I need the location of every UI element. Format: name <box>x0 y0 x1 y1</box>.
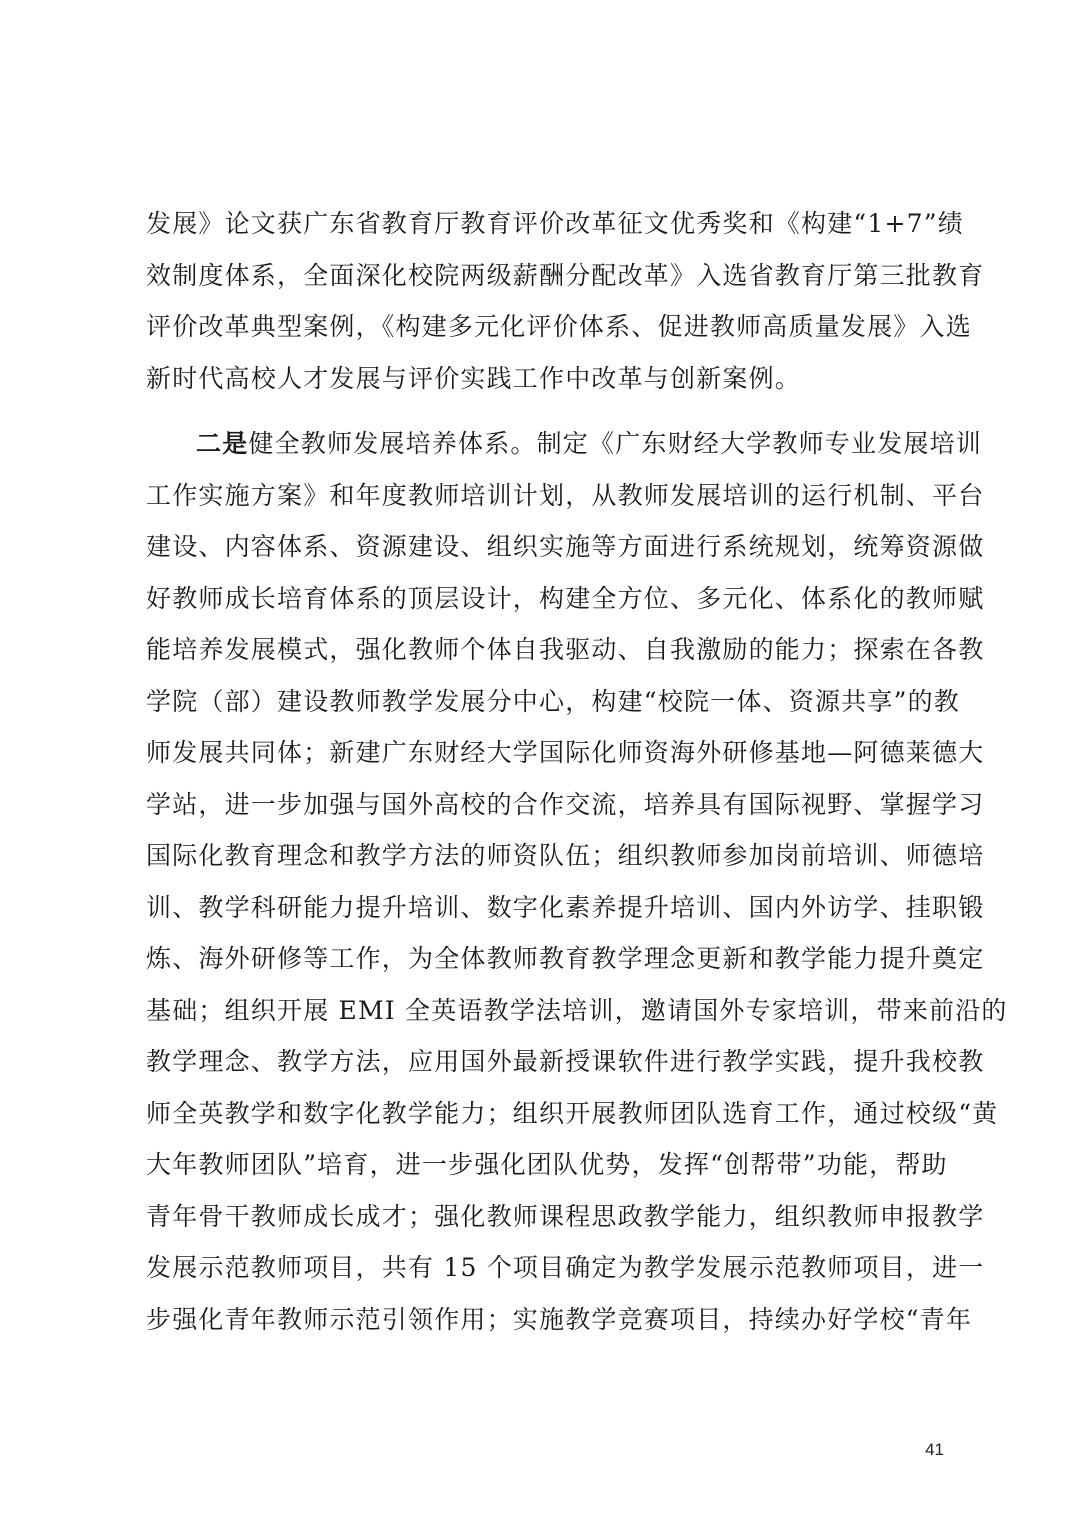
text-line: 师发展共同体；新建广东财经大学国际化师资海外研修基地—阿德莱德大 <box>146 738 985 767</box>
text-line: 评价改革典型案例，《构建多元化评价体系、促进教师高质量发展》入选 <box>146 312 972 341</box>
text-line: 发展》论文获广东省教育厅教育评价改革征文优秀奖和《构建“1+7”绩 <box>146 209 964 238</box>
text-line: 发展示范教师项目，共有 15 个项目确定为教学发展示范教师项目，进一 <box>146 1253 985 1282</box>
text-line: 能培养发展模式，强化教师个体自我驱动、自我激励的能力；探索在各教 <box>146 635 985 664</box>
paragraph-lead: 二是 <box>196 429 249 458</box>
text-line: 训、教学科研能力提升培训、数字化素养提升培训、国内外访学、挂职锻 <box>146 892 985 922</box>
text-line: 基础；组织开展 EMI 全英语教学法培训，邀请国外专家培训，带来前沿的 <box>146 995 1008 1025</box>
text-line: 学院（部）建设教师教学发展分中心，构建“校院一体、资源共享”的教 <box>146 686 960 716</box>
text-line: 青年骨干教师成长成才；强化教师课程思政教学能力，组织教师申报教学 <box>146 1201 985 1231</box>
paragraph-2 <box>146 418 1008 1345</box>
text-line: 步强化青年教师示范引领作用；实施教学竞赛项目，持续办好学校“青年 <box>146 1304 973 1334</box>
text-line: 工作实施方案》和年度教师培训计划，从教师发展培训的运行机制、平台 <box>146 480 985 510</box>
text-line: 新时代高校人才发展与评价实践工作中改革与创新案例。 <box>146 363 802 393</box>
text-segment: 健全教师发展培养体系。制定《广东财经大学教师专业发展培训 <box>248 429 983 458</box>
paragraph-first-line <box>146 418 983 470</box>
text-line: 好教师成长培育体系的顶层设计，构建全方位、多元化、体系化的教师赋 <box>146 583 985 613</box>
text-line: 学站，进一步加强与国外高校的合作交流，培养具有国际视野、掌握学习 <box>146 789 985 819</box>
text-line: 大年教师团队”培育，进一步强化团队优势，发挥“创帮带”功能，帮助 <box>146 1150 948 1179</box>
text-line: 教学理念、教学方法，应用国外最新授课软件进行教学实践，提升我校教 <box>146 1047 985 1076</box>
text-line: 炼、海外研修等工作，为全体教师教育教学理念更新和教学能力提升奠定 <box>146 944 985 973</box>
paragraph-1 <box>146 198 985 404</box>
text-line: 建设、内容体系、资源建设、组织实施等方面进行系统规划，统筹资源做 <box>146 532 985 561</box>
text-line: 师全英教学和数字化教学能力；组织开展教师团队选育工作，通过校级“黄 <box>146 1098 999 1128</box>
page-number: 41 <box>925 1440 944 1459</box>
text-line: 国际化教育理念和教学方法的师资队伍；组织教师参加岗前培训、师德培 <box>146 841 985 870</box>
text-line: 效制度体系，全面深化校院两级薪酬分配改革》入选省教育厅第三批教育 <box>146 260 985 290</box>
